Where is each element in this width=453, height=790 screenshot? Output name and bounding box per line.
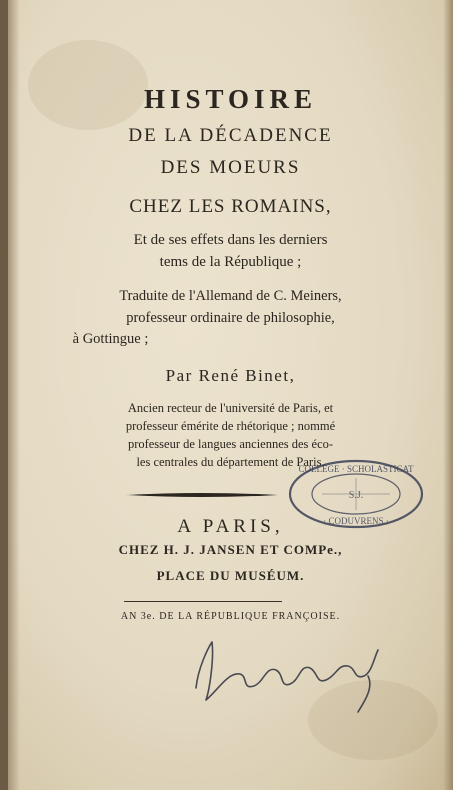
publisher-line: CHEZ H. J. JANSEN ET COMPe., bbox=[118, 542, 343, 557]
title-page bbox=[8, 0, 453, 790]
subtitle-line-1: DE LA DÉCADENCE bbox=[128, 125, 333, 146]
subtitle-line-2: DES MOEURS bbox=[160, 157, 301, 178]
library-stamp bbox=[286, 458, 426, 530]
svg-text:· CODUVRENS ·: · CODUVRENS · bbox=[323, 516, 389, 526]
ornamental-rule bbox=[126, 492, 278, 498]
translator-line-1: Traduite de l'Allemand de C. Meiners, bbox=[119, 288, 342, 304]
place-line: A PARIS, bbox=[177, 516, 284, 537]
subtitle-line-3: CHEZ LES ROMAINS, bbox=[129, 196, 332, 217]
translator-line-3: à Gottingue ; bbox=[72, 331, 149, 347]
translator-line-2: professeur ordinaire de philosophie, bbox=[126, 310, 335, 326]
address-line: PLACE DU MUSÉUM. bbox=[156, 568, 305, 583]
date-line: AN 3e. DE LA RÉPUBLIQUE FRANÇOISE. bbox=[120, 611, 341, 622]
author-credentials-3: professeur de langues anciennes des éco- bbox=[127, 437, 334, 451]
handwritten-signature bbox=[188, 628, 388, 718]
author-credentials-4: les centrales du département de Paris. bbox=[136, 455, 325, 469]
author-credentials-2: professeur émérite de rhétorique ; nommé bbox=[125, 419, 336, 433]
svg-text:S.J.: S.J. bbox=[348, 490, 364, 501]
author-line: Par René Binet, bbox=[165, 366, 296, 385]
subtitle-line-4: Et de ses effets dans les derniers bbox=[133, 232, 328, 248]
book-title: HISTOIRE bbox=[143, 84, 318, 114]
thin-rule bbox=[124, 601, 282, 602]
author-credentials-1: Ancien recteur de l'université de Paris, et bbox=[127, 401, 334, 415]
subtitle-line-5: tems de la République ; bbox=[159, 254, 302, 270]
svg-text:COLLÈGE · SCHOLASTICAT: COLLÈGE · SCHOLASTICAT bbox=[298, 464, 414, 474]
